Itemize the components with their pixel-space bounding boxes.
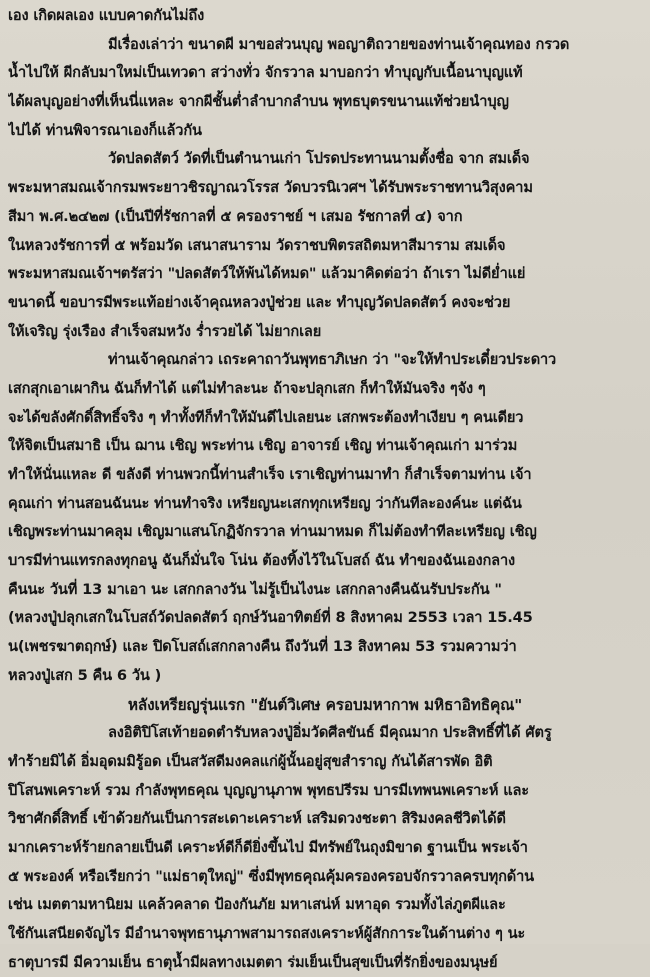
text-line: ในหลวงรัชการที่ ๕ พร้อมวัด เสนาสนาราม วัดราชบพิตรสถิตมหาสีมาราม สมเด็จ [8,236,506,254]
text-line: ไปได้ ท่านพิจารณาเองก็แล้วกัน [8,121,202,139]
text-line: ให้เจริญ รุ่งเรือง สำเร็จสมหวัง ร่ำรวยได้ ไม่ยากเลย [8,322,322,340]
paragraph-ghost-story [8,31,642,146]
paragraph-amulet-description [8,719,642,977]
text-line: วิชาศักดิ์สิทธิ์ เข้าด้วยกันเป็นการสะเดาะเคราะห์ เสริมดวงชะตา สิริมงคลชีวิตได้ดี [8,810,506,828]
text-line: ปิโสนพเคราะห์ รวม กำลังพุทธคุณ บุญญานุภาพ พุทธปรีรม บารมีเทพนพเคราะห์ และ [8,781,529,799]
text-line: ๕ พระองค์ หรือเรียกว่า "แม่ธาตุใหญ่" ซึ่งมีพุทธคุณคุ้มครองครอบจักรวาลครบทุกด้าน [8,867,534,885]
text-line: น(เพชรฆาตฤกษ์) และ ปิดโบสถ์เสกกลางคืน ถึงวันที่ 13 สิงหาคม 53 รวมความว่า [8,638,517,656]
text-line: มากเคราะห์ร้ายกลายเป็นดี เคราะห์ดีก็ดียิ่งขึ้นไป มีทรัพย์ในถุงมิขาด ฐานเป็น พระเจ้า [8,838,528,856]
text-line: ทำร้ายมิได้ อิ่มอุดมมิรู้อด เป็นสวัสดีมงคลแก่ผู้นั้นอยู่สุขสำราญ กันได้สารพัด อิติ [8,752,493,770]
text-line: พระมหาสมณเจ้ากรมพระยาวชิรญาณวโรรส วัดบวรนิเวศฯ ได้รับพระราชทานวิสุงคาม [8,179,533,197]
text-line: เช่น เมตตามหานิยม แคล้วคลาด ป้องกันภัย มหาเสน่ห์ มหาอุด รวมทั้งไล่ภูตผีและ [8,896,506,914]
text-line: ใช้กันเสนียดจัญไร มีอำนาจพุทธานุภาพสามารถสงเคราะห์ผู้สักการะในด้านต่าง ๆ นะ [8,925,526,942]
text-line: เอง เกิดผลเอง แบบคาดกันไม่ถึง [8,7,205,24]
text-line: ขนาดนี้ ขอบารมีพระแท้อย่างเจ้าคุณหลวงปู่ช่วย และ ทำบุญวัดปลดสัตว์ คงจะช่วย [8,293,511,311]
paragraph-temple-history [8,145,642,346]
text-line: ได้ผลบุญอย่างที่เห็นนี่แหละ จากผีชั้นต่ำลำบากลำบน พุทธบุตรขนานแท้ช่วยนำบุญ [8,93,509,111]
text-line: จะได้ขลังศักดิ์สิทธิ์จริง ๆ ทำทั้งทีก็ทำให้มันดีไปเลยนะ เสกพระต้องทำเงียบ ๆ คนเดียว [8,408,524,426]
text-line: สีมา พ.ศ.๒๔๒๗ (เป็นปีที่รัชกาลที่ ๕ ครองราชย์ ฯ เสมอ รัชกาลที่ ๔) จาก [8,207,463,225]
paragraph-intro-end [8,2,642,31]
text-line: ทำให้นั่นแหละ ดี ขลังดี ท่านพวกนี้ท่านสำเร็จ เราเชิญท่านมาทำ ก็สำเร็จตามท่าน เจ้า [8,466,532,483]
text-line: ให้จิตเป็นสมาธิ เป็น ฌาน เชิญ พระท่าน เชิญ อาจารย์ เชิญ ท่านเจ้าคุณเก่า มาร่วม [8,437,518,455]
section-heading: หลังเหรียญรุ่นแรก "ยันต์วิเศษ ครอบมหากาพ มหิธาอิทธิคุณ" [127,695,523,714]
text-line: วัดปลดสัตว์ วัดที่เป็นตำนานเก่า โปรดประทานนามตั้งชื่อ จาก สมเด็จ [108,150,530,168]
paragraph-consecration-quote [8,346,642,690]
text-line: ลงอิติปิโสเท้ายอดตำรับหลวงปู่อิ่มวัดศีลขันธ์ มีคุณมาก ประสิทธิ์ที่ได้ ศัตรู [108,724,552,742]
text-line: (หลวงปู่ปลุกเสกในโบสถ์วัดปลดสัตว์ ฤกษ์วันอาทิตย์ที่ 8 สิงหาคม 2553 เวลา 15.45 [8,609,533,627]
text-line: เชิญพระท่านมาคลุม เชิญมาแสนโกฏิจักรวาล ท่านมาหมด ก็ไม่ต้องทำทีละเหรียญ เชิญ [8,523,537,541]
section-heading-block [8,691,642,720]
text-line: บารมีท่านแทรกลงทุกอนู ฉันก็มั่นใจ โน่น ต้องทิ้งไว้ในโบสถ์ ฉัน ทำของฉันเองกลาง [8,552,515,570]
text-line: ธาตุบารมี มีความเย็น ธาตุน้ำมีผลทางเมตตา ร่มเย็นเป็นสุขเป็นที่รักยิ่งของมนุษย์ [8,953,498,971]
text-line: คืนนะ วันที่ 13 มาเอา นะ เสกกลางวัน ไม่รู้เป็นไงนะ เสกกลางคืนฉันรับประกัน " [8,580,502,598]
text-line: ท่านเจ้าคุณกล่าว เถระคาถาวันพุทธาภิเษก ว่า "จะให้ทำประเดี๋ยวประดาว [108,351,557,369]
text-line: พระมหาสมณเจ้าฯตรัสว่า "ปลดสัตว์ให้พ้นได้หมด" แล้วมาคิดต่อว่า ถ้าเรา ไม่ดีย่ำแย่ [8,265,526,283]
text-line: หลวงปู่เสก 5 คืน 6 วัน ) [8,666,162,684]
text-line: เสกสุกเอาเผากิน ฉันก็ทำได้ แต่ไม่ทำละนะ ถ้าจะปลุกเสก ก็ทำให้มันจริง ๆจัง ๆ [8,379,486,397]
text-line: น้ำไปให้ ผีกลับมาใหม่เป็นเทวดา สว่างทั่ว จักรวาล มาบอกว่า ทำบุญกับเนื้อนาบุญแท้ [8,64,523,82]
text-line: คุณเก่า ท่านสอนฉันนะ ท่านทำจริง เหรียญนะเสกทุกเหรียญ ว่ากันทีละองค์นะ แต่ฉัน [8,494,522,512]
text-line: มีเรื่องเล่าว่า ขนาดผี มาขอส่วนบุญ พอญาติถวายของท่านเจ้าคุณทอง กรวด [108,35,570,53]
